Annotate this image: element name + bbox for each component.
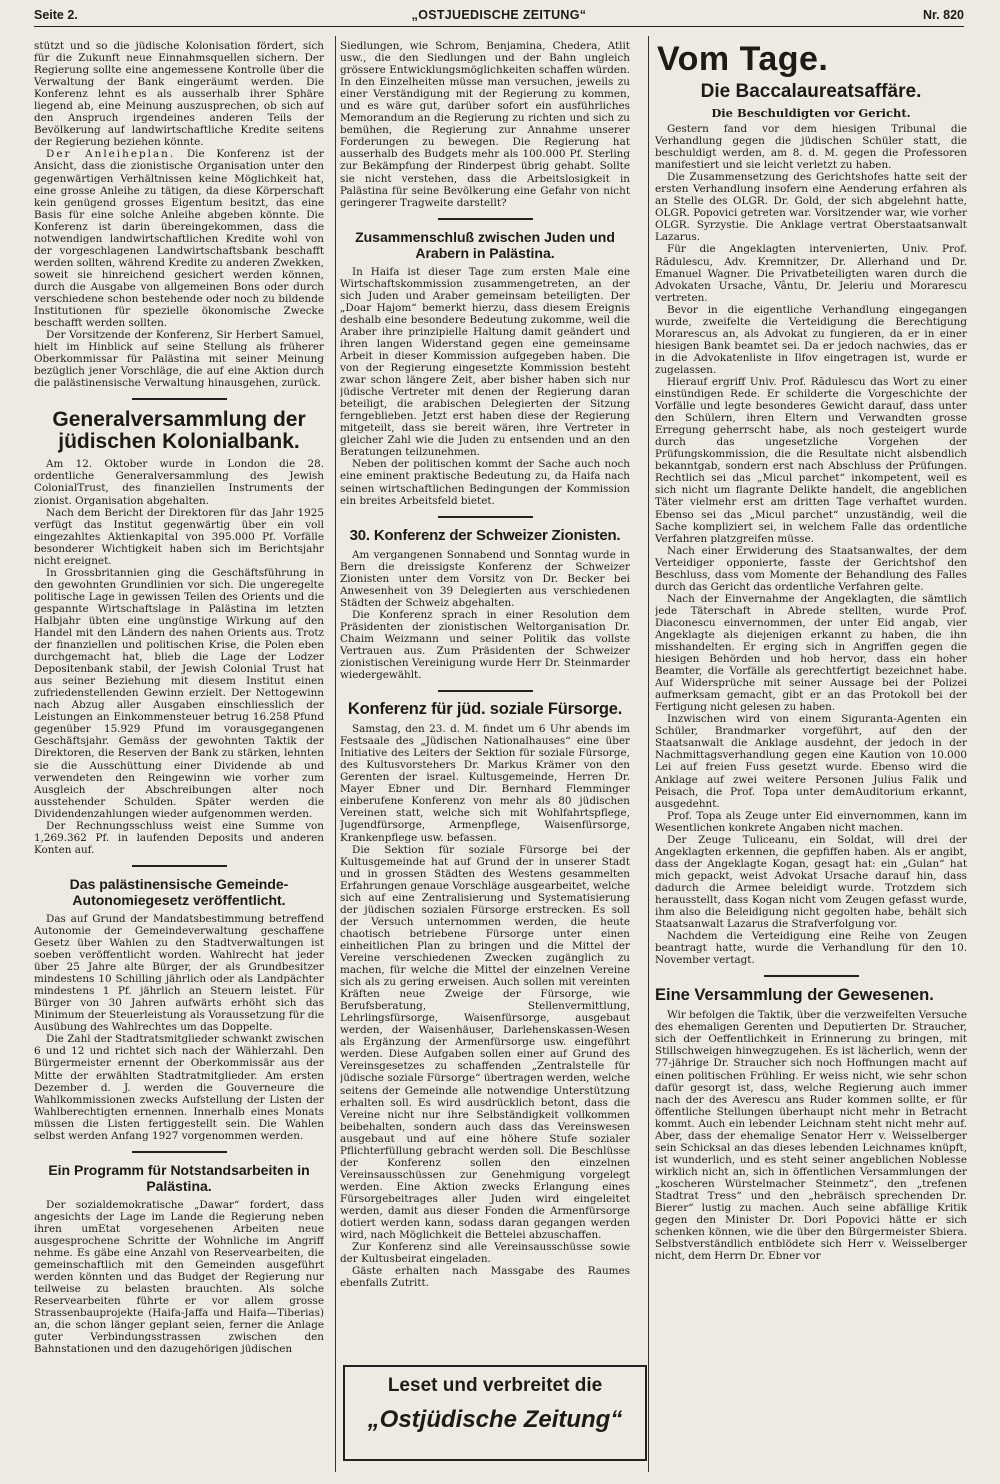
paragraph: Der Vorsitzende der Konferenz, Sir Herbert Samuel, hielt im Hinblick auf seine Stellung als früherer Oberkommissar für Palästina mit seiner Meinung bezüglich jener Vorschläge, die auf eine Aktion durch die palästinensische Verwaltung hinausgehen, zurück. <box>34 329 324 390</box>
paragraph: Hierauf ergriff Univ. Prof. Rădulescu das Wort zu einer einstündigen Rede. Er schilderte die Vorgeschichte der Vorfälle und legte besonderes Gewicht darauf, dass unter den Schülern, ihren Eltern und Verwandten grosse Erregung geherrscht habe, als noch gesteigert wurde durch das ungesetzliche Vorgehen der Prüfungskommission, die die Resultate nicht alsbendlich bekanntgab, sondern erst nach Abschluss der Prüfungen. Rechtlich sei das „Micul parchet“ inkompetent, weil es sich nicht um flagrante Delikte handelt, die angeblichen Täter vielmehr erst am dritten Tage verhaftet wurden. Ebenso sei das „Micul parchet“ unzuständig, weil die Sache kompliziert sei, in welchem Falle das ordentliche Verfahren platzgreifen müsse. <box>655 375 967 545</box>
article-subheadline: Die Beschuldigten vor Gericht. <box>711 106 911 120</box>
paragraph: Nach einer Erwiderung des Staatsanwaltes, der dem Verteidiger opponierte, fasste der Gerichtshof den Beschluss, dass vom Momente der Behandlung des Falles durch das Gericht das ordentliche Verfahren gelte. <box>655 544 967 593</box>
ad-line-2: „Ostjüdische Zeitung“ <box>367 1406 623 1433</box>
paragraph: Siedlungen, wie Schrom, Benjamina, Chedera, Atlit usw., die den Siedlungen und der Bahn ungleich grössere Entwicklungsmöglichkeiten schaffen würden. In den Einzelheiten müsse man versuchen, jeweils zu einer Verständigung mit der Regierung zu kommen, und es wäre gut, darüber sofort ein ausführliches Memorandum an die Regierung zu richten und sich zu bemühen, die Regierung zur Annahme unserer Forderungen zu bewegen. Die Regierung hat ausserhalb des Budgets mehr als 100.000 Pf. Sterling zur Bekämpfung der Rinderpest übrig gehabt. Sollte sie nicht verstehen, dass die Arbeitslosigkeit in Palästina für seine Bevölkerung eine Gefahr von nicht geringerer Tragweite darstellt? <box>340 40 630 209</box>
header-rule <box>34 26 964 27</box>
paragraph: Am 12. Oktober wurde in London die 28. ordentliche Generalversammlung des Jewish ColonialTrust, des finanziellen Instruments der zionist. Organisation abgehalten. <box>34 458 324 507</box>
paragraph: Für die Angeklagten intervenierten, Univ. Prof. Rădulescu, Adv. Kremnitzer, Dr. Allerhand und Dr. Emanuel Wagner. Die Privatbeteiligten waren durch die Advokaten Ursache, Vântu, Dr. Jeleriu und Morarescu vertreten. <box>655 243 967 304</box>
issue-number: Nr. 820 <box>922 8 964 22</box>
paragraph-text: Die Konferenz ist der Ansicht, dass die zionistische Organisation unter den gegenwärtigen Verhältnissen keine Möglichkeit hat, eine grosse Anleihe zu tätigen, da diese Körperschaft kein genügend grosses Eigentum besitzt, das eine Basis für eine solche Anleihe abgeben könnte. Die Konferenz ist darin übereingekommen, dass die notwendigen landwirtschaftlichen Kredite wohl von der vorgeschlagenen Landwirtschaftsbank beschafft werden sollten, während Kredite zu anderen Zwekken, soweit sie hinreichend gesichert werden können, durch die Ausgabe von allgemeinen Bons oder durch verschiedene schon bestehende oder noch zu bildende Institutionen für spezielle ökonomische Zwecke beschafft werden sollten. <box>34 148 324 330</box>
run-in-heading: Der Anleiheplan. <box>46 148 176 161</box>
paragraph: Die Zusammensetzung des Gerichtshofes hatte seit der ersten Verhandlung insofern eine Aenderung erfahren als an Stelle des OLGR. Dr. Gold, der sich abgelehnt hatte, OLGR. Popovici getreten war. Vorsitzender war, wie vorher OLGR. Syrzystie. Die Anklage vertrat Oberstaatsanwalt Lazarus. <box>655 171 967 244</box>
paragraph <box>34 148 324 329</box>
paragraph: Die Konferenz sprach in einer Resolution dem Präsidenten der zionistischen Weltorganisation Dr. Chaim Weizmann und seiner Politik das vollste Vertrauen aus. Zum Präsidenten der Schweizer zionistischen Vereinigung wurde Herr Dr. Steinmarder wiedergewählt. <box>340 608 630 682</box>
separator <box>132 1151 227 1153</box>
paragraph: Zur Konferenz sind alle Vereinsausschüsse sowie der Kultusbeirat eingeladen. <box>340 1241 630 1266</box>
paragraph: Wir befolgen die Taktik, über die verzweifelten Versuche des ehemaligen Gerenten und Deputierten Dr. Straucher, sich der Oeffentlichkeit in Erinnerung zu bringen, mit Stillschweigen hinwegzugehen. Es ist lächerlich, wenn der 77-jährige Dr. Straucher sich noch Hoffnungen macht auf einen politischen Frühling. Er weiss nicht, wie sehr schon dafür gesorgt ist, dass, welche Regierung auch immer nach der des Averescu ans Ruder kommen sollte, er für öffentliche Stellungen überhaupt nicht mehr in Betracht kommt. Auch ein lebender Leichnam steht nicht mehr auf. Aber, dass der ehemalige Senator Herr v. Weisselberger sein Schicksal an das dieses lebenden Leichnames knüpft, ist wunderlich, und es steht seiner angeblichen Noblesse wirklich nicht an, sich in öffentlichen Versammlungen der „koscheren Würstelmacher Steinmetz“, den „trefenen Stadtrat Tress“ und den „hebräisch sprechenden Dr. Bierer“ lustig zu machen. Auch seine abfällige Kritik gegen den Minister Dr. Dori Popovici hätte er sich schenken können, wie die über den Bürgermeister Sbiera. Selbstverständlich entblödete sich Herr v. Weisselberger nicht, dem Herrn Dr. Ebner vor <box>655 1009 967 1263</box>
article-headline: Eine Versammlung der Gewesenen. <box>655 986 934 1005</box>
paragraph: Der Zeuge Tuliceanu, ein Soldat, will drei der Angeklagten erkennen, die gepfiffen haben. Als er angibt, dass der Angeklagte Kogan, gesagt hat: ein „Gulan“ hat mich gepackt, weist Advokat Ursache darauf hin, dass dadurch die Armee beleidigt wurde. Trotzdem sich herausstellt, dass Kogan nicht vom Zeugen gefasst wurde, ihm also die Beleidigung nicht gegolten habe, behält sich Staatsanwalt Lazarus die Strafverfolgung vor. <box>655 833 967 931</box>
paragraph: Bevor in die eigentliche Verhandlung eingegangen wurde, zweifelte die Verteidigung die Berechtigung Morarescus an, als Advokat zu fungieren, da er in einer hiesigen Bank beamtet sei. Da er jedoch nachwies, das er in die Advokatenliste in Ilfov eingetragen ist, wurde er zugelassen. <box>655 303 967 376</box>
separator <box>132 865 227 867</box>
column-2 <box>340 40 630 1358</box>
paragraph: Die Sektion für soziale Fürsorge bei der Kultusgemeinde hat auf Grund der in unserer Stadt und in grossen Städten des Westens gesammelten Erfahrungen genaue Vorschläge ausgearbeitet, welche sich auf eine Zentralisierung und Systematisierung der jüdischen sozialen Fürsorge erstrecken. Es soll der Versuch unternommen werden, die heute chaotisch betriebene Fürsorge unter einen einheitlichen Plan zu bringen und die Mittel der Vereine verschiedenen Zwecken zugänglich zu machen, für welche die Mittel der einzelnen Vereine sich als zu gering erweisen. Auch sollen mit vereinten Kräften neue Zweige der Fürsorge, wie Berufsberatung, Stellenvermittlung, Lehrlingsfürsorge, Waisenfürsorge, ausgebaut werden, der Waisenhäuser, Darlehenskassen-Wesen als Ergänzung der Armenfürsorge usw. eingeführt werden. Diese Aufgaben sollen einer auf Grund des Vereinsgesetzes zu schaffenden „Zentralstelle für jüdische soziale Fürsorge“ übertragen werden, welche seitens der Gemeinde alle notwendige Unterstützung erhalten soll. Es wird ausdrücklich betont, dass die Vereine nicht nur ihre Selbständigkeit vollkommen beibehalten, sondern auch dass das Vereinswesen ausgebaut und auf eine höhere Stufe sozialer Pflichterfüllung gebracht werden soll. Die Beschlüsse der Konferenz sollen den einzelnen Vereinsausschüssen zur Genehmigung vorgelegt werden. Eine Aktion zwecks Erlangung eines Fürsorgebeitrages aller Juden wird eingeleitet werden, damit aus dieser Fonden die Armenfürsorge dotiert werden kann, sodass daran gegangen werden wird, nach Möglichkeit die Bettelei abzuschaffen. <box>340 843 630 1242</box>
article-headline: Ein Programm für Notstandsarbeiten in Palästina. <box>48 1161 310 1194</box>
article-headline: Zusammenschluß zwischen Juden und Arabern in Palästina. <box>355 228 615 261</box>
paragraph: In Grossbritannien ging die Geschäftsführung in den gewohnten Grundlinien vor sich. Die ungeregelte politische Lage in gewissen Teilen des Orients und die gespannte Wirtschaftslage in Palästina im letzten Halbjahr übten eine ungünstige Wirkung auf den Handel mit den Ländern des nahen Orients aus. Trotz der finanziellen und politischen Krise, die Polen eben durchgemacht hat, blieb die Lage der Lodzer Depositenbank stabil, der Jewish Colonial Trust hat aus seiner Beziehung mit diesem Institut einen zufriedenstellenden Gewinn erzielt. Der Nettogewinn nach Abzug aller Ausgaben einschliesslich der Leistungen an Einkommensteuer betrug 16.258 Pfund gegenüber 15.929 Pfund im vorausgegangenen Geschäftsjahr. Gemäss der gewohnten Taktik der Direktoren, die Reserven der Bank zu stärken, lehnten sie die Ausschüttung einer Dividende ab und verwendeten den Reingewinn wie vorher zum Ausgleich der Abschreibungen alter noch ausstehender Schulden. Später werden die Dividendenzahlungen wieder aufgenommen werden. <box>34 566 324 820</box>
separator <box>438 218 533 220</box>
article-headline: 30. Konferenz der Schweizer Zionisten. <box>349 526 621 544</box>
paragraph: Nach der Einvernahme der Angeklagten, die sämtlich jede Täterschaft in Abrede stellten, wurde Prof. Diaconescu einvernommen, der unter Eid angab, vier Angeklagte als diejenigen erkannt zu haben, die ihn misshandelten. Er erging sich in Angriffen gegen die hiesigen Behörden und hob hervor, dass ein hoher Beamter, die Vorfälle als gerechtfertigt bezeichnet habe. Auf Widersprüche mit seiner Aussage bei der Polizei aufmerksam gemacht, gibt er an das Protokoll bei der Fertigung nicht gelesen zu haben. <box>655 592 967 714</box>
column-3 <box>655 40 967 1470</box>
paragraph: In Haifa ist dieser Tage zum ersten Male eine Wirtschaftskommission zusammengetreten, an der sich Juden und Araber gemeinsam beteiligten. Der „Doar Hajom“ bemerkt hierzu, dass diesem Ereignis deshalb eine besondere Bedeutung zukomme, weil die Araber ihre prinzipielle Haltung damit geändert und ihren langen Widerstand gegen eine gemeinsame Arbeit in dieser Kommission aufgegeben haben. Die von der Regierung eingesetzte Kommission besteht zwar schon längere Zeit, aber bisher haben sich nur jüdische Vertreter mit denen der Regierung daran beteiligt, die arabischen Delegierten der Sitzung ferngeblieben. Jetzt erst haben diese der Regierung mitgeteilt, dass sie bereit wären, ihre Vertreter in gleicher Zahl wie die Juden zu entsenden und an den Beratungen teilzunehmen. <box>340 265 630 459</box>
column-1 <box>34 40 324 1470</box>
section-title: Vom Tage. <box>657 40 829 78</box>
separator <box>438 516 533 518</box>
paragraph: Die Zahl der Stadtratsmitglieder schwankt zwischen 6 und 12 und richtet sich nach der Wählerzahl. Den Bürgermeister ernennt der Oberkommissär aus der Mitte der erwählten Stadtratmitglieder. Am ersten Dezember d. J. werden die Gouverneure die Wahlkommissionen zwecks Aufstellung der Listen der Wahlberechtigten ernennen. Innerhalb eines Monats müssen die Listen fertiggestellt sein. Die Wahlen selbst werden Anfang 1927 vorgenommen werden. <box>34 1033 324 1142</box>
paragraph: Das auf Grund der Mandatsbestimmung betreffend Autonomie der Gemeindeverwaltung geschaffene Gesetz über Wahlen zu den Stadtverwaltungen ist soeben veröffentlicht worden. Wahlrecht hat jeder über 25 Jahre alte Bürger, der als Grundbesitzer mindestens 10 Schilling jährlich oder als Landpächter mindestens 1 Pf. jährlich an Steuern leistet. Für Bürger von 30 Jahren aufwärts erhöht sich das Minimum der Steuerleistung als Voraussetzung für die Ausübung des Wahlrechtes um das Doppelte. <box>34 912 324 1034</box>
paragraph: Nach dem Bericht der Direktoren für das Jahr 1925 verfügt das Institut gegenwärtig über ein voll eingezahltes Aktienkapital von 395.000 Pf. Vorfälle besonderer Wichtigkeit haben sich im Berichtsjahr nicht ereignet. <box>34 506 324 567</box>
paragraph: Nachdem die Verteidigung eine Reihe von Zeugen beantragt hatte, wurde die Verhandlung für den 10. November vertagt. <box>655 930 967 967</box>
column-divider-2 <box>648 36 649 1472</box>
paragraph: Samstag, den 23. d. M. findet um 6 Uhr abends im Festsaale des „Jüdischen Nationalhauses“ eine über Initiative des Leiters der Sektion für soziale Fürsorge, des Kultusvorstehers Dr. Markus Krämer von den Gerenten der israel. Kultusgemeinde, Herren Dr. Mayer Ebner und Dir. Bernhard Flemminger einberufene Konferenz von mehr als 80 jüdischen Vereinen statt, welche sich mit Wohlfahrtspflege, Jugendfürsorge, Armenpflege, Waisenfürsorge, Krankenpflege usw. befassen. <box>340 723 630 844</box>
column-divider-1 <box>335 36 336 1472</box>
paragraph: Gäste erhalten nach Massgabe des Raumes ebenfalls Zutritt. <box>340 1265 630 1290</box>
paragraph: Inzwischen wird von einem Siguranta-Agenten ein Schüler, Brandmarker vorgeführt, auf den der Staatsanwalt die Anklage ausdehnt, der jedoch in der Nachmittagsverhandlung gegen eine Kaution von 10.000 Lei auf freien Fuss gesetzt wurde. Ebenso wird die Anklage auf zwei weitere Personen Julius Falik und Peisach, die Prof. Topa unter demAuditorium erkannt, ausgedehnt. <box>655 713 967 810</box>
separator <box>438 690 533 692</box>
running-header <box>34 6 964 26</box>
article-headline: Die Baccalaureatsaffäre. <box>700 81 922 102</box>
newspaper-title: „OSTJUEDISCHE ZEITUNG“ <box>411 8 587 22</box>
page-number: Seite 2. <box>34 8 78 22</box>
separator <box>132 398 227 400</box>
paragraph: Der sozialdemokratische „Dawar“ fordert, dass angesichts der Lage im Lande die Regierung neben ihren umEtat vorgesehenen Arbeiten neue ausgesprochene Schritte der Wohnliche im Angriff nehme. Es gäbe eine Anzahl von Reservearbeiten, die gemeinschaftlich mit den Gemeinden ausgeführt werden könnten und das Budget der Regierung nur teilweise zu belasten brauchten. Als solche Reservearbeiten führte er vor allem grosse Strassenbauprojekte (Haifa-Jaffa und Haifa—Tiberias) an, die schon länger geplant seien, ferner die Anlage guter Verbindungsstrassen zwischen den Bahnstationen und den dazugehörigen jüdischen <box>34 1198 324 1356</box>
article-headline: Konferenz für jüd. soziale Fürsorge. <box>347 700 623 719</box>
paragraph: Neben der politischen kommt der Sache auch noch eine eminent praktische Bedeutung zu, da Haifa nach seinen wirtschaftlichen Bedingungen der Kommission ein breites Arbeitsfeld bietet. <box>340 458 630 507</box>
article-headline: Generalversammlung der jüdischen Kolonialbank. <box>52 408 306 454</box>
advertisement-box <box>343 1365 647 1461</box>
paragraph: stützt und so die jüdische Kolonisation fördert, sich für die Zukunft neue Einnahmsquellen sichern. Der Regierung sollte eine angemessene Kontrolle über die Verwaltung der Bank eingeräumt werden. Die Konferenz lehnt es als ausserhalb ihrer Sphäre liegend ab, eine Meinung auszusprechen, ob sich auf den Anspruch irgendeines anderen Teils der Bevölkerung auf landwirtschaftliche Kredite seitens der Regierung beziehen könnte. <box>34 40 324 149</box>
paragraph: Prof. Topa als Zeuge unter Eid einvernommen, kann im Wesentlichen konkrete Angaben nicht machen. <box>655 809 967 834</box>
ad-line-1: Leset und verbreitet die <box>387 1375 603 1396</box>
paragraph: Der Rechnungsschluss weist eine Summe von 1,269.362 Pf. in laufenden Deposits und anderen Konten auf. <box>34 819 324 856</box>
paragraph: Am vergangenen Sonnabend und Sonntag wurde in Bern die dreissigste Konferenz der Schweizer Zionisten unter dem Vorsitz von Dr. Becker bei Anwesenheit von 39 Delegierten aus verschiedenen Städten der Schweiz abgehalten. <box>340 548 630 609</box>
separator <box>764 975 859 977</box>
paragraph: Gestern fand vor dem hiesigen Tribunal die Verhandlung gegen die jüdischen Schüler statt, die beschuldigt werden, am 8. d. M. gegen die Professoren manifestiert und sie leicht verletzt zu haben. <box>655 123 967 172</box>
article-headline: Das palästinensische Gemeinde-Autonomiegesetz veröffentlicht. <box>69 875 289 908</box>
